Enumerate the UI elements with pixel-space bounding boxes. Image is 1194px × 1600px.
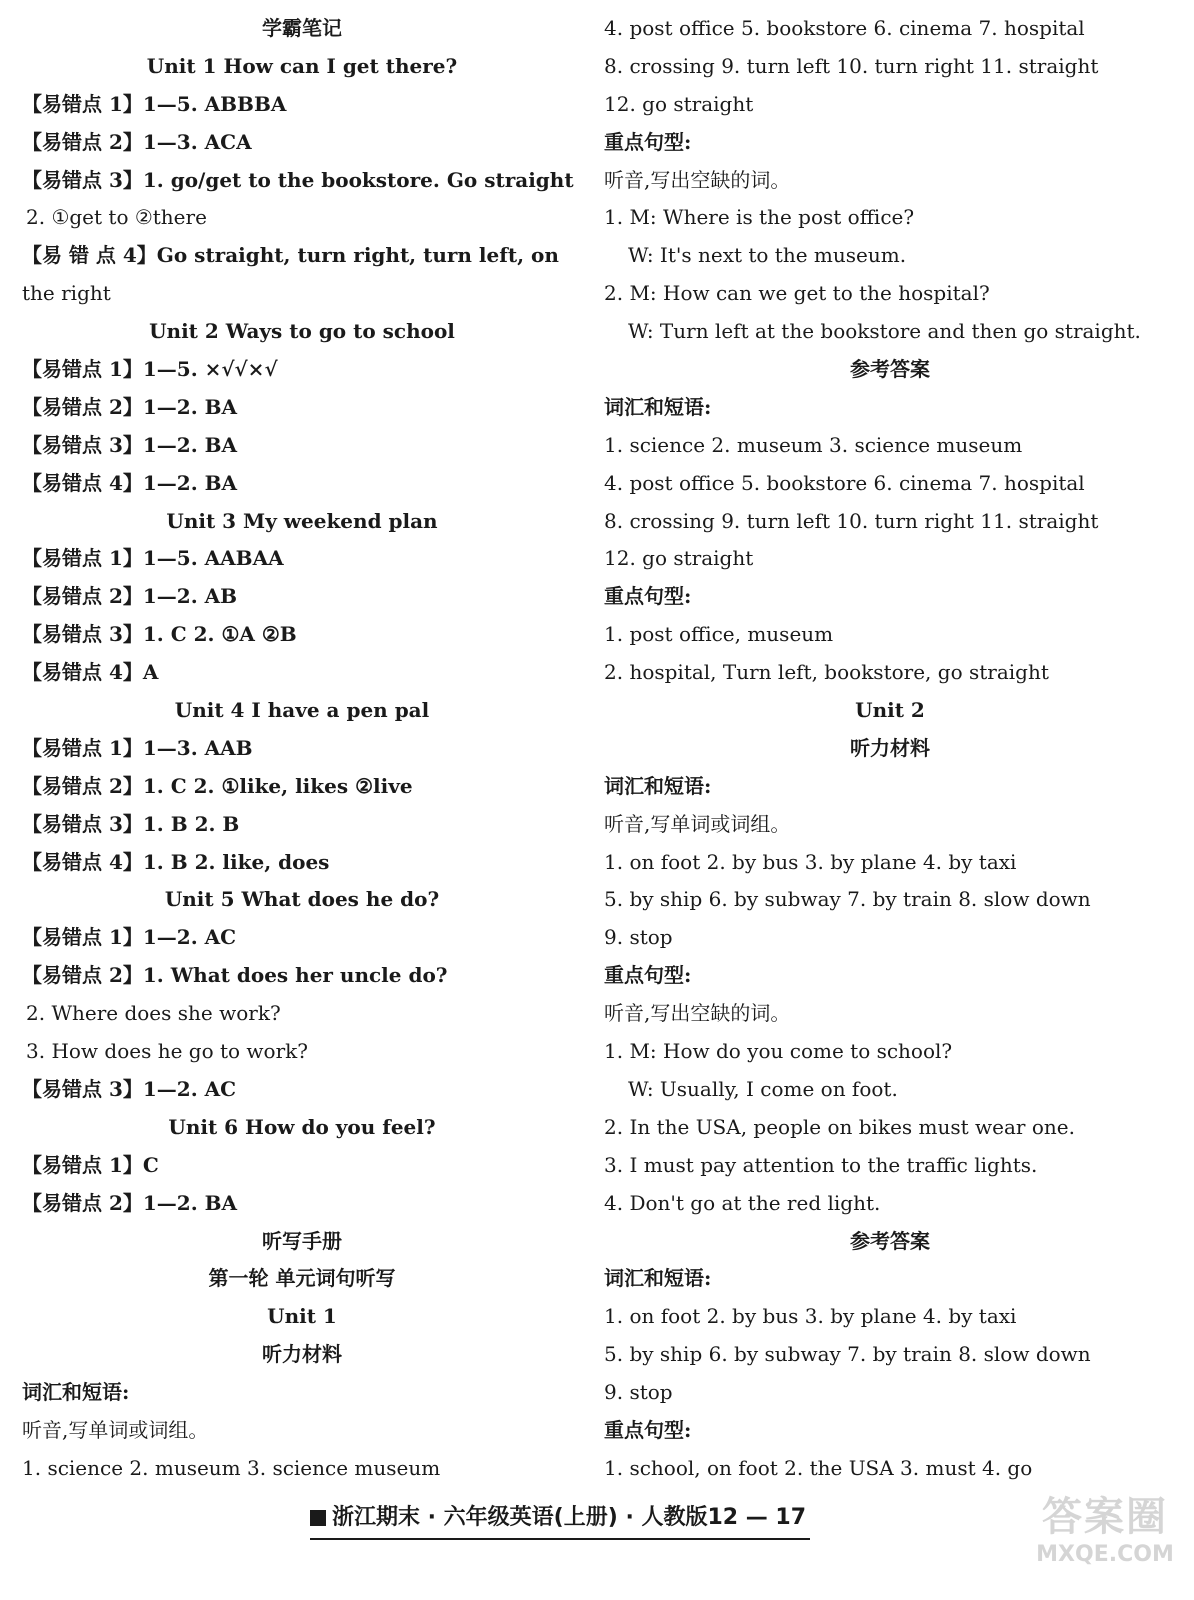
text-line: 【易错点 1】C: [22, 1152, 159, 1177]
text-line: W: It's next to the museum.: [628, 243, 907, 268]
text-line: 5. by ship 6. by subway 7. by train 8. slow down: [604, 887, 1091, 912]
text-line: 【易错点 1】1—3. AAB: [22, 735, 253, 760]
section-heading: Unit 1 How can I get there?: [146, 53, 458, 78]
section-heading: Unit 2 Ways to go to school: [149, 319, 455, 344]
section-heading: 第一轮 单元词句听写: [208, 1266, 396, 1291]
text-line: 【易错点 3】1. B 2. B: [22, 811, 240, 836]
text-line: 【易错点 3】1—2. BA: [22, 432, 238, 457]
watermark-site: MXQE.COM: [1036, 1542, 1174, 1567]
text-line: 重点句型:: [604, 584, 692, 609]
section-heading: 听力材料: [850, 735, 930, 760]
text-line: 听音,写单词或词组。: [604, 811, 791, 836]
text-line: 重点句型:: [604, 963, 692, 988]
text-line: 1. science 2. museum 3. science museum: [604, 432, 1023, 457]
right-column: [604, 10, 1176, 1488]
text-line: 1. science 2. museum 3. science museum: [22, 1455, 441, 1480]
section-heading: Unit 1: [267, 1304, 337, 1329]
text-line: 1. post office, museum: [604, 622, 834, 647]
text-line: 【易 错 点 4】Go straight, turn right, turn left, on: [22, 243, 559, 268]
text-line: 12. go straight: [604, 546, 754, 571]
text-line: 5. by ship 6. by subway 7. by train 8. slow down: [604, 1342, 1091, 1367]
text-line: 词汇和短语:: [604, 1266, 712, 1291]
text-line: 9. stop: [604, 1380, 673, 1405]
text-line: 1. on foot 2. by bus 3. by plane 4. by taxi: [604, 849, 1017, 874]
text-line: 词汇和短语:: [604, 773, 712, 798]
text-line: 4. Don't go at the red light.: [604, 1190, 881, 1215]
text-line: W: Usually, I come on foot.: [628, 1076, 898, 1101]
text-line: 1. M: Where is the post office?: [604, 205, 915, 230]
text-line: 3. I must pay attention to the traffic lights.: [604, 1152, 1038, 1177]
section-heading: 听力材料: [262, 1342, 342, 1367]
text-line: 8. crossing 9. turn left 10. turn right 11. straight: [604, 53, 1099, 78]
text-line: 【易错点 2】1. What does her uncle do?: [22, 963, 448, 988]
text-line: 2. In the USA, people on bikes must wear one.: [604, 1114, 1075, 1139]
text-line: 2. Where does she work?: [26, 1001, 281, 1026]
text-line: 【易错点 3】1. C 2. ①A ②B: [22, 622, 297, 647]
text-line: 重点句型:: [604, 1417, 692, 1442]
text-line: 【易错点 2】1—2. BA: [22, 1190, 238, 1215]
section-heading: 学霸笔记: [262, 16, 342, 40]
text-line: 12. go straight: [604, 91, 754, 116]
text-line: 【易错点 2】1—3. ACA: [22, 129, 252, 154]
text-line: 词汇和短语:: [604, 394, 712, 419]
text-line: 【易错点 4】1. B 2. like, does: [22, 849, 330, 874]
section-heading: 参考答案: [850, 357, 930, 382]
text-line: 【易错点 4】1—2. BA: [22, 470, 238, 495]
site-watermark: [1030, 1492, 1180, 1572]
text-line: 听音,写出空缺的词。: [604, 1001, 791, 1026]
text-line: 8. crossing 9. turn left 10. turn right 11. straight: [604, 508, 1099, 533]
section-heading: Unit 6 How do you feel?: [168, 1114, 436, 1139]
text-line: 【易错点 1】1—2. AC: [22, 925, 237, 950]
text-line: 【易错点 4】A: [22, 660, 159, 685]
section-heading: Unit 3 My weekend plan: [166, 508, 438, 533]
text-line: 【易错点 2】1—2. BA: [22, 394, 238, 419]
text-line: 4. post office 5. bookstore 6. cinema 7. hospital: [604, 16, 1085, 40]
left-column: [22, 10, 582, 1488]
text-line: 【易错点 1】1—5. ×√√×√: [22, 357, 278, 382]
text-line: 【易错点 3】1—2. AC: [22, 1076, 237, 1101]
text-line: 1. school, on foot 2. the USA 3. must 4. go: [604, 1455, 1033, 1480]
section-heading: Unit 4 I have a pen pal: [174, 698, 430, 723]
text-line: 【易错点 1】1—5. ABBBA: [22, 91, 287, 116]
text-line: 2. hospital, Turn left, bookstore, go straight: [604, 660, 1049, 685]
text-line: 1. M: How do you come to school?: [604, 1039, 953, 1064]
text-line: 词汇和短语:: [22, 1380, 130, 1405]
footer-square-icon: [310, 1510, 326, 1526]
section-heading: Unit 5 What does he do?: [164, 887, 440, 912]
text-line: 【易错点 3】1. go/get to the bookstore. Go straight: [22, 167, 574, 192]
section-heading: Unit 2: [855, 698, 925, 723]
text-line: W: Turn left at the bookstore and then go straight.: [628, 319, 1141, 344]
text-line: 听音,写单词或词组。: [22, 1417, 209, 1442]
footer-text: 浙江期末 · 六年级英语(上册) · 人教版12 — 17: [332, 1505, 807, 1530]
page-footer: [310, 1498, 810, 1540]
section-heading: 听写手册: [262, 1228, 342, 1253]
watermark-logo: 答案圈: [1042, 1494, 1168, 1540]
text-line: 2. ①get to ②there: [26, 205, 207, 230]
text-line: 【易错点 2】1. C 2. ①like, likes ②live: [22, 773, 413, 798]
section-heading: 参考答案: [850, 1228, 930, 1253]
text-line: 听音,写出空缺的词。: [604, 167, 791, 192]
text-line: 【易错点 2】1—2. AB: [22, 584, 238, 609]
text-line: 4. post office 5. bookstore 6. cinema 7. hospital: [604, 470, 1085, 495]
text-line: 2. M: How can we get to the hospital?: [604, 281, 990, 306]
text-line: 3. How does he go to work?: [26, 1039, 308, 1064]
text-line: 【易错点 1】1—5. AABAA: [22, 546, 284, 571]
text-line: 9. stop: [604, 925, 673, 950]
text-line: 1. on foot 2. by bus 3. by plane 4. by taxi: [604, 1304, 1017, 1329]
text-line: 重点句型:: [604, 129, 692, 154]
text-line: the right: [22, 281, 111, 306]
